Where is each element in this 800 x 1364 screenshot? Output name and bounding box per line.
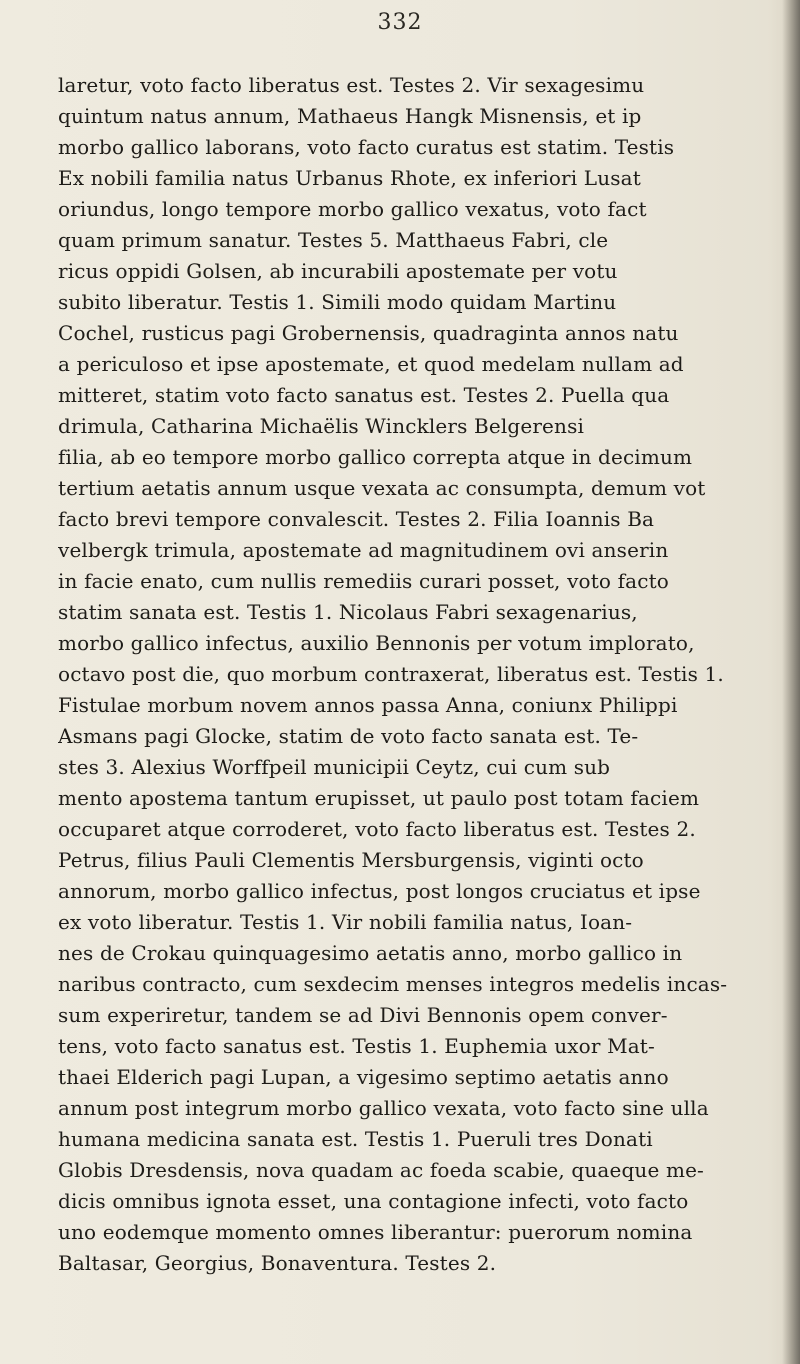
- text-line: thaei Elderich pagi Lupan, a vigesimo septimo aetatis anno: [58, 1065, 669, 1089]
- text-line: morbo gallico laborans, voto facto curatus est statim. Testis: [58, 135, 675, 159]
- text-line: mento apostema tantum erupisset, ut paulo post totam faciem: [58, 786, 700, 810]
- text-line: uno eodemque momento omnes liberantur: puerorum nomina: [58, 1220, 693, 1244]
- body-text: [58, 70, 793, 1279]
- page-edge-shadow: [782, 0, 800, 1364]
- text-line: Asmans pagi Glocke, statim de voto facto sanata est. Te-: [58, 724, 639, 748]
- text-line: quintum natus annum, Mathaeus Hangk Misnensis, et ip: [58, 104, 642, 128]
- text-line: laretur, voto facto liberatus est. Testes 2. Vir sexagesimu: [58, 73, 645, 97]
- text-line: Petrus, filius Pauli Clementis Mersburgensis, viginti octo: [58, 848, 644, 872]
- text-line: sum experiretur, tandem se ad Divi Bennonis opem conver-: [58, 1003, 668, 1027]
- text-line: statim sanata est. Testis 1. Nicolaus Fabri sexagenarius,: [58, 600, 638, 624]
- text-line: nes de Crokau quinquagesimo aetatis anno, morbo gallico in: [58, 941, 683, 965]
- text-line: humana medicina sanata est. Testis 1. Pueruli tres Donati: [58, 1127, 653, 1151]
- text-line: dicis omnibus ignota esset, una contagione infecti, voto facto: [58, 1189, 689, 1213]
- text-line: Fistulae morbum novem annos passa Anna, coniunx Philippi: [58, 693, 678, 717]
- text-line: quam primum sanatur. Testes 5. Matthaeus Fabri, cle: [58, 228, 609, 252]
- text-line: occuparet atque corroderet, voto facto liberatus est. Testes 2.: [58, 817, 696, 841]
- text-line: subito liberatur. Testis 1. Simili modo quidam Martinu: [58, 290, 617, 314]
- text-line: stes 3. Alexius Worffpeil municipii Ceytz, cui cum sub: [58, 755, 611, 779]
- text-line: octavo post die, quo morbum contraxerat, liberatus est. Testis 1.: [58, 662, 724, 686]
- text-line: facto brevi tempore convalescit. Testes 2. Filia Ioannis Ba: [58, 507, 655, 531]
- page-number: 332: [377, 10, 423, 35]
- text-line: filia, ab eo tempore morbo gallico correpta atque in decimum: [58, 445, 693, 469]
- text-line: Globis Dresdensis, nova quadam ac foeda scabie, quaeque me-: [58, 1158, 704, 1182]
- text-line: velbergk trimula, apostemate ad magnitudinem ovi anserin: [58, 538, 669, 562]
- text-line: mitteret, statim voto facto sanatus est. Testes 2. Puella qua: [58, 383, 670, 407]
- text-line: oriundus, longo tempore morbo gallico vexatus, voto fact: [58, 197, 647, 221]
- text-line: in facie enato, cum nullis remediis curari posset, voto facto: [58, 569, 669, 593]
- text-line: tens, voto facto sanatus est. Testis 1. Euphemia uxor Mat-: [58, 1034, 655, 1058]
- text-line: a periculoso et ipse apostemate, et quod medelam nullam ad: [58, 352, 684, 376]
- text-line: ex voto liberatur. Testis 1. Vir nobili familia natus, Ioan-: [58, 910, 633, 934]
- text-line: Ex nobili familia natus Urbanus Rhote, ex inferiori Lusat: [58, 166, 641, 190]
- text-line: ricus oppidi Golsen, ab incurabili apostemate per votu: [58, 259, 618, 283]
- text-line: morbo gallico infectus, auxilio Bennonis per votum implorato,: [58, 631, 695, 655]
- text-line: naribus contracto, cum sexdecim menses integros medelis incas-: [58, 972, 728, 996]
- text-line: annorum, morbo gallico infectus, post longos cruciatus et ipse: [58, 879, 701, 903]
- text-line: tertium aetatis annum usque vexata ac consumpta, demum vot: [58, 476, 706, 500]
- text-line: drimula, Catharina Michaëlis Wincklers Belgerensi: [58, 414, 585, 438]
- text-line: Cochel, rusticus pagi Grobernensis, quadraginta annos natu: [58, 321, 679, 345]
- text-line: Baltasar, Georgius, Bonaventura. Testes 2.: [58, 1251, 497, 1275]
- text-line: annum post integrum morbo gallico vexata, voto facto sine ulla: [58, 1096, 709, 1120]
